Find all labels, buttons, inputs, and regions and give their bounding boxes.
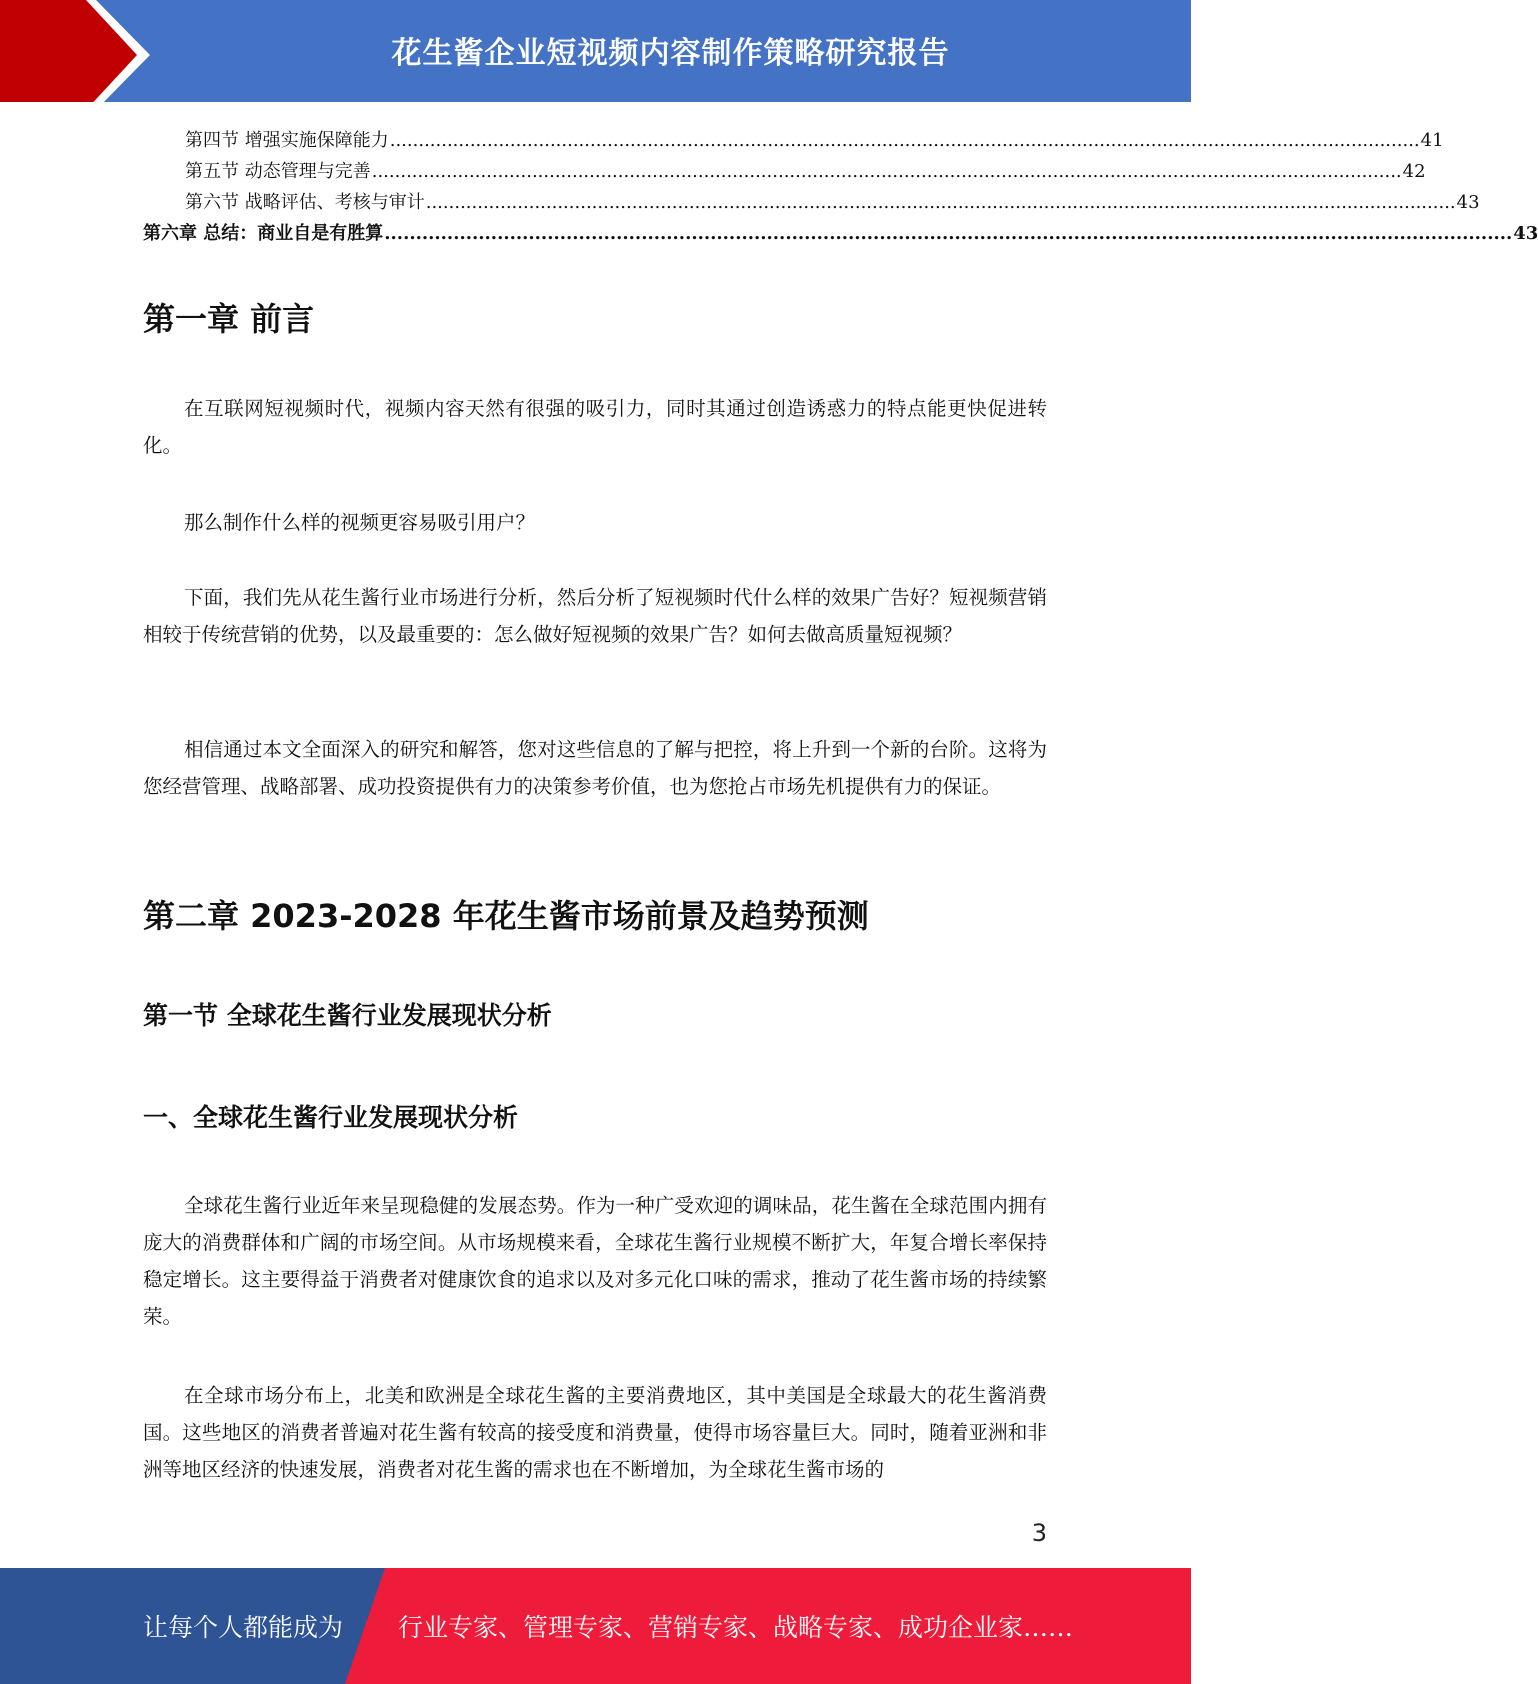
paragraph: 相信通过本文全面深入的研究和解答，您对这些信息的了解与把控，将上升到一个新的台阶。这将为您经营管理、战略部署、成功投资提供有力的决策参考价值，也为您抢占市场先机提供有力的保证。 — [143, 738, 1047, 798]
table-of-contents — [143, 126, 1538, 250]
chapter-1-title: 第一章 前言 — [143, 300, 315, 338]
toc-leader-dots: .................................................................................................................................................................................... — [425, 192, 1456, 213]
toc-entry-page: 43 — [1513, 223, 1538, 244]
toc-entry-page: 42 — [1402, 161, 1426, 182]
page-header — [0, 0, 1191, 110]
toc-entry-chapter[interactable] — [143, 219, 1538, 250]
toc-entry[interactable] — [143, 126, 1444, 157]
footer-slogan-right: 行业专家、管理专家、营销专家、战略专家、成功企业家…… — [398, 1613, 1074, 1642]
toc-leader-dots: .................................................................................................................................................................................... — [371, 161, 1402, 182]
toc-entry[interactable] — [143, 188, 1480, 219]
footer-slogan-left: 让每个人都能成为 — [143, 1613, 344, 1642]
paragraph: 在互联网短视频时代，视频内容天然有很强的吸引力，同时其通过创造诱惑力的特点能更快促进转化。 — [143, 397, 1047, 457]
toc-entry[interactable] — [143, 157, 1426, 188]
paragraph: 那么制作什么样的视频更容易吸引用户？ — [184, 511, 536, 534]
toc-entry-label: 第六节 战略评估、考核与审计 — [185, 192, 425, 213]
paragraph: 在全球市场分布上，北美和欧洲是全球花生酱的主要消费地区，其中美国是全球最大的花生酱消费国。这些地区的消费者普遍对花生酱有较高的接受度和消费量，使得市场容量巨大。同时，随着亚洲和非洲等地区经济的快速发展，消费者对花生酱的需求也在不断增加，为全球花生酱市场的 — [143, 1384, 1047, 1481]
toc-entry-page: 43 — [1456, 192, 1480, 213]
page-footer — [0, 1568, 1191, 1684]
section-title: 第一节 全球花生酱行业发展现状分析 — [143, 1001, 552, 1030]
toc-entry-label: 第六章 总结：商业自是有胜算 — [143, 223, 384, 244]
paragraph: 全球花生酱行业近年来呈现稳健的发展态势。作为一种广受欢迎的调味品，花生酱在全球范围内拥有庞大的消费群体和广阔的市场空间。从市场规模来看，全球花生酱行业规模不断扩大，年复合增长率保持稳定增长。这主要得益于消费者对健康饮食的追求以及对多元化口味的需求，推动了花生酱市场的持续繁荣。 — [143, 1194, 1047, 1328]
header-title: 花生酱企业短视频内容制作策略研究报告 — [391, 36, 950, 71]
toc-entry-label: 第四节 增强实施保障能力 — [185, 130, 389, 151]
toc-entry-page: 41 — [1420, 130, 1444, 151]
toc-entry-label: 第五节 动态管理与完善 — [185, 161, 371, 182]
toc-leader-dots: .................................................................................................................................................................................... — [384, 223, 1513, 244]
chapter-2-title: 第二章 2023-2028 年花生酱市场前景及趋势预测 — [143, 897, 869, 935]
toc-leader-dots: .................................................................................................................................................................................... — [389, 130, 1420, 151]
subsection-title: 一、全球花生酱行业发展现状分析 — [143, 1103, 519, 1132]
paragraph: 下面，我们先从花生酱行业市场进行分析，然后分析了短视频时代什么样的效果广告好？短视频营销相较于传统营销的优势，以及最重要的：怎么做好短视频的效果广告？如何去做高质量短视频？ — [143, 586, 1047, 646]
page-number: 3 — [1031, 1519, 1047, 1547]
